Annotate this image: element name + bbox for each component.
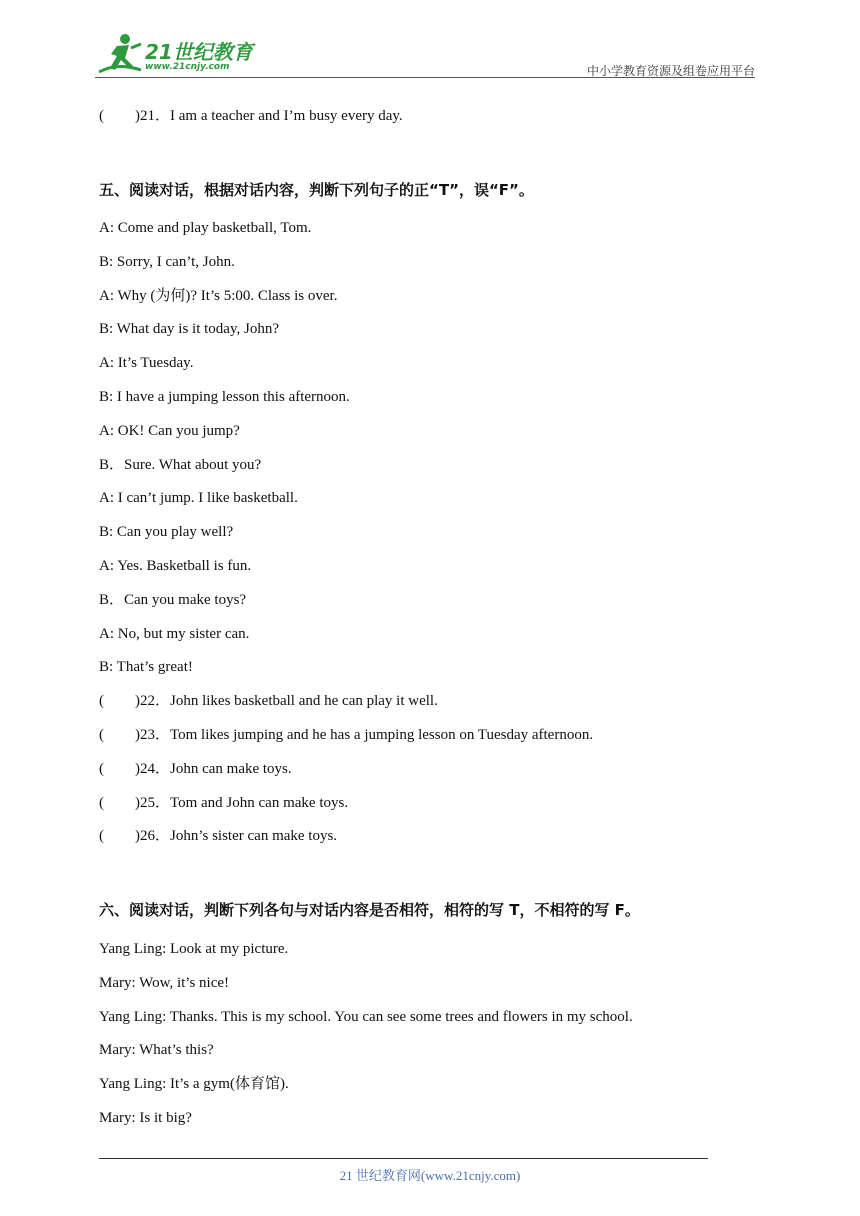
dialogue-line: Mary: Wow, it’s nice!: [99, 975, 230, 991]
dialogue-line: Mary: What’s this?: [99, 1042, 214, 1058]
page-header: [95, 30, 755, 80]
dialogue-line: B: I have a jumping lesson this afternoon.: [99, 389, 350, 405]
answer-blank-open: (: [99, 795, 104, 811]
answer-blank-open: (: [99, 727, 104, 743]
section-6-heading: 六、阅读对话，判断下列各句与对话内容是否相符，相符的写 T，不相符的写 F。: [99, 901, 640, 919]
dialogue-line: A: Why (为何)? It’s 5:00. Class is over.: [99, 288, 338, 304]
footer-divider: [99, 1158, 708, 1159]
dialogue-line: B．Sure. What about you?: [99, 457, 262, 473]
section-5-heading: 五、阅读对话，根据对话内容，判断下列句子的正“T”，误“F”。: [99, 181, 534, 199]
dialogue-line: B: Sorry, I can’t, John.: [99, 254, 235, 270]
dialogue-line: A: No, but my sister can.: [99, 626, 250, 642]
question-25: [99, 793, 348, 813]
dialogue-line: A: It’s Tuesday.: [99, 355, 194, 371]
question-text: )23．Tom likes jumping and he has a jumping lesson on Tuesday afternoon.: [135, 727, 594, 743]
question-text: )25．Tom and John can make toys.: [135, 795, 349, 811]
dialogue-line: A: Come and play basketball, Tom.: [99, 220, 312, 236]
dialogue-line: Yang Ling: Thanks. This is my school. You can see some trees and flowers in my school.: [99, 1009, 633, 1025]
question-24: [99, 759, 292, 779]
answer-blank-open: (: [99, 828, 104, 844]
dialogue-line: B．Can you make toys?: [99, 592, 247, 608]
question-text: )22．John likes basketball and he can play it well.: [135, 693, 438, 709]
header-tagline: 中小学教育资源及组卷应用平台: [586, 64, 755, 78]
question-text: )21．I am a teacher and I’m busy every day.: [135, 108, 403, 124]
question-21: [99, 106, 403, 126]
dialogue-line: Mary: Is it big?: [99, 1110, 192, 1126]
header-divider: [95, 77, 755, 78]
dialogue-line: A: Yes. Basketball is fun.: [99, 558, 252, 574]
footer-link[interactable]: 21 世纪教育网(www.21cnjy.com): [339, 1168, 521, 1183]
question-26: [99, 826, 337, 846]
dialogue-line: B: What day is it today, John?: [99, 321, 279, 337]
dialogue-line: Yang Ling: It’s a gym(体育馆).: [99, 1076, 289, 1092]
dialogue-line: Yang Ling: Look at my picture.: [99, 941, 289, 957]
dialogue-line: B: Can you play well?: [99, 524, 234, 540]
question-23: [99, 725, 593, 745]
question-22: [99, 691, 438, 711]
answer-blank-open: (: [99, 761, 104, 777]
logo-text: 21世纪教育: [145, 40, 253, 64]
site-logo[interactable]: [95, 32, 265, 78]
logo-url: www.21cnjy.com: [145, 62, 230, 72]
dialogue-line: A: OK! Can you jump?: [99, 423, 240, 439]
runner-logo-icon: [95, 32, 145, 78]
question-text: )26．John’s sister can make toys.: [135, 828, 338, 844]
question-text: )24．John can make toys.: [135, 761, 292, 777]
answer-blank-open: (: [99, 693, 104, 709]
dialogue-line: A: I can’t jump. I like basketball.: [99, 490, 298, 506]
answer-blank-open: (: [99, 108, 104, 124]
dialogue-line: B: That’s great!: [99, 659, 193, 675]
